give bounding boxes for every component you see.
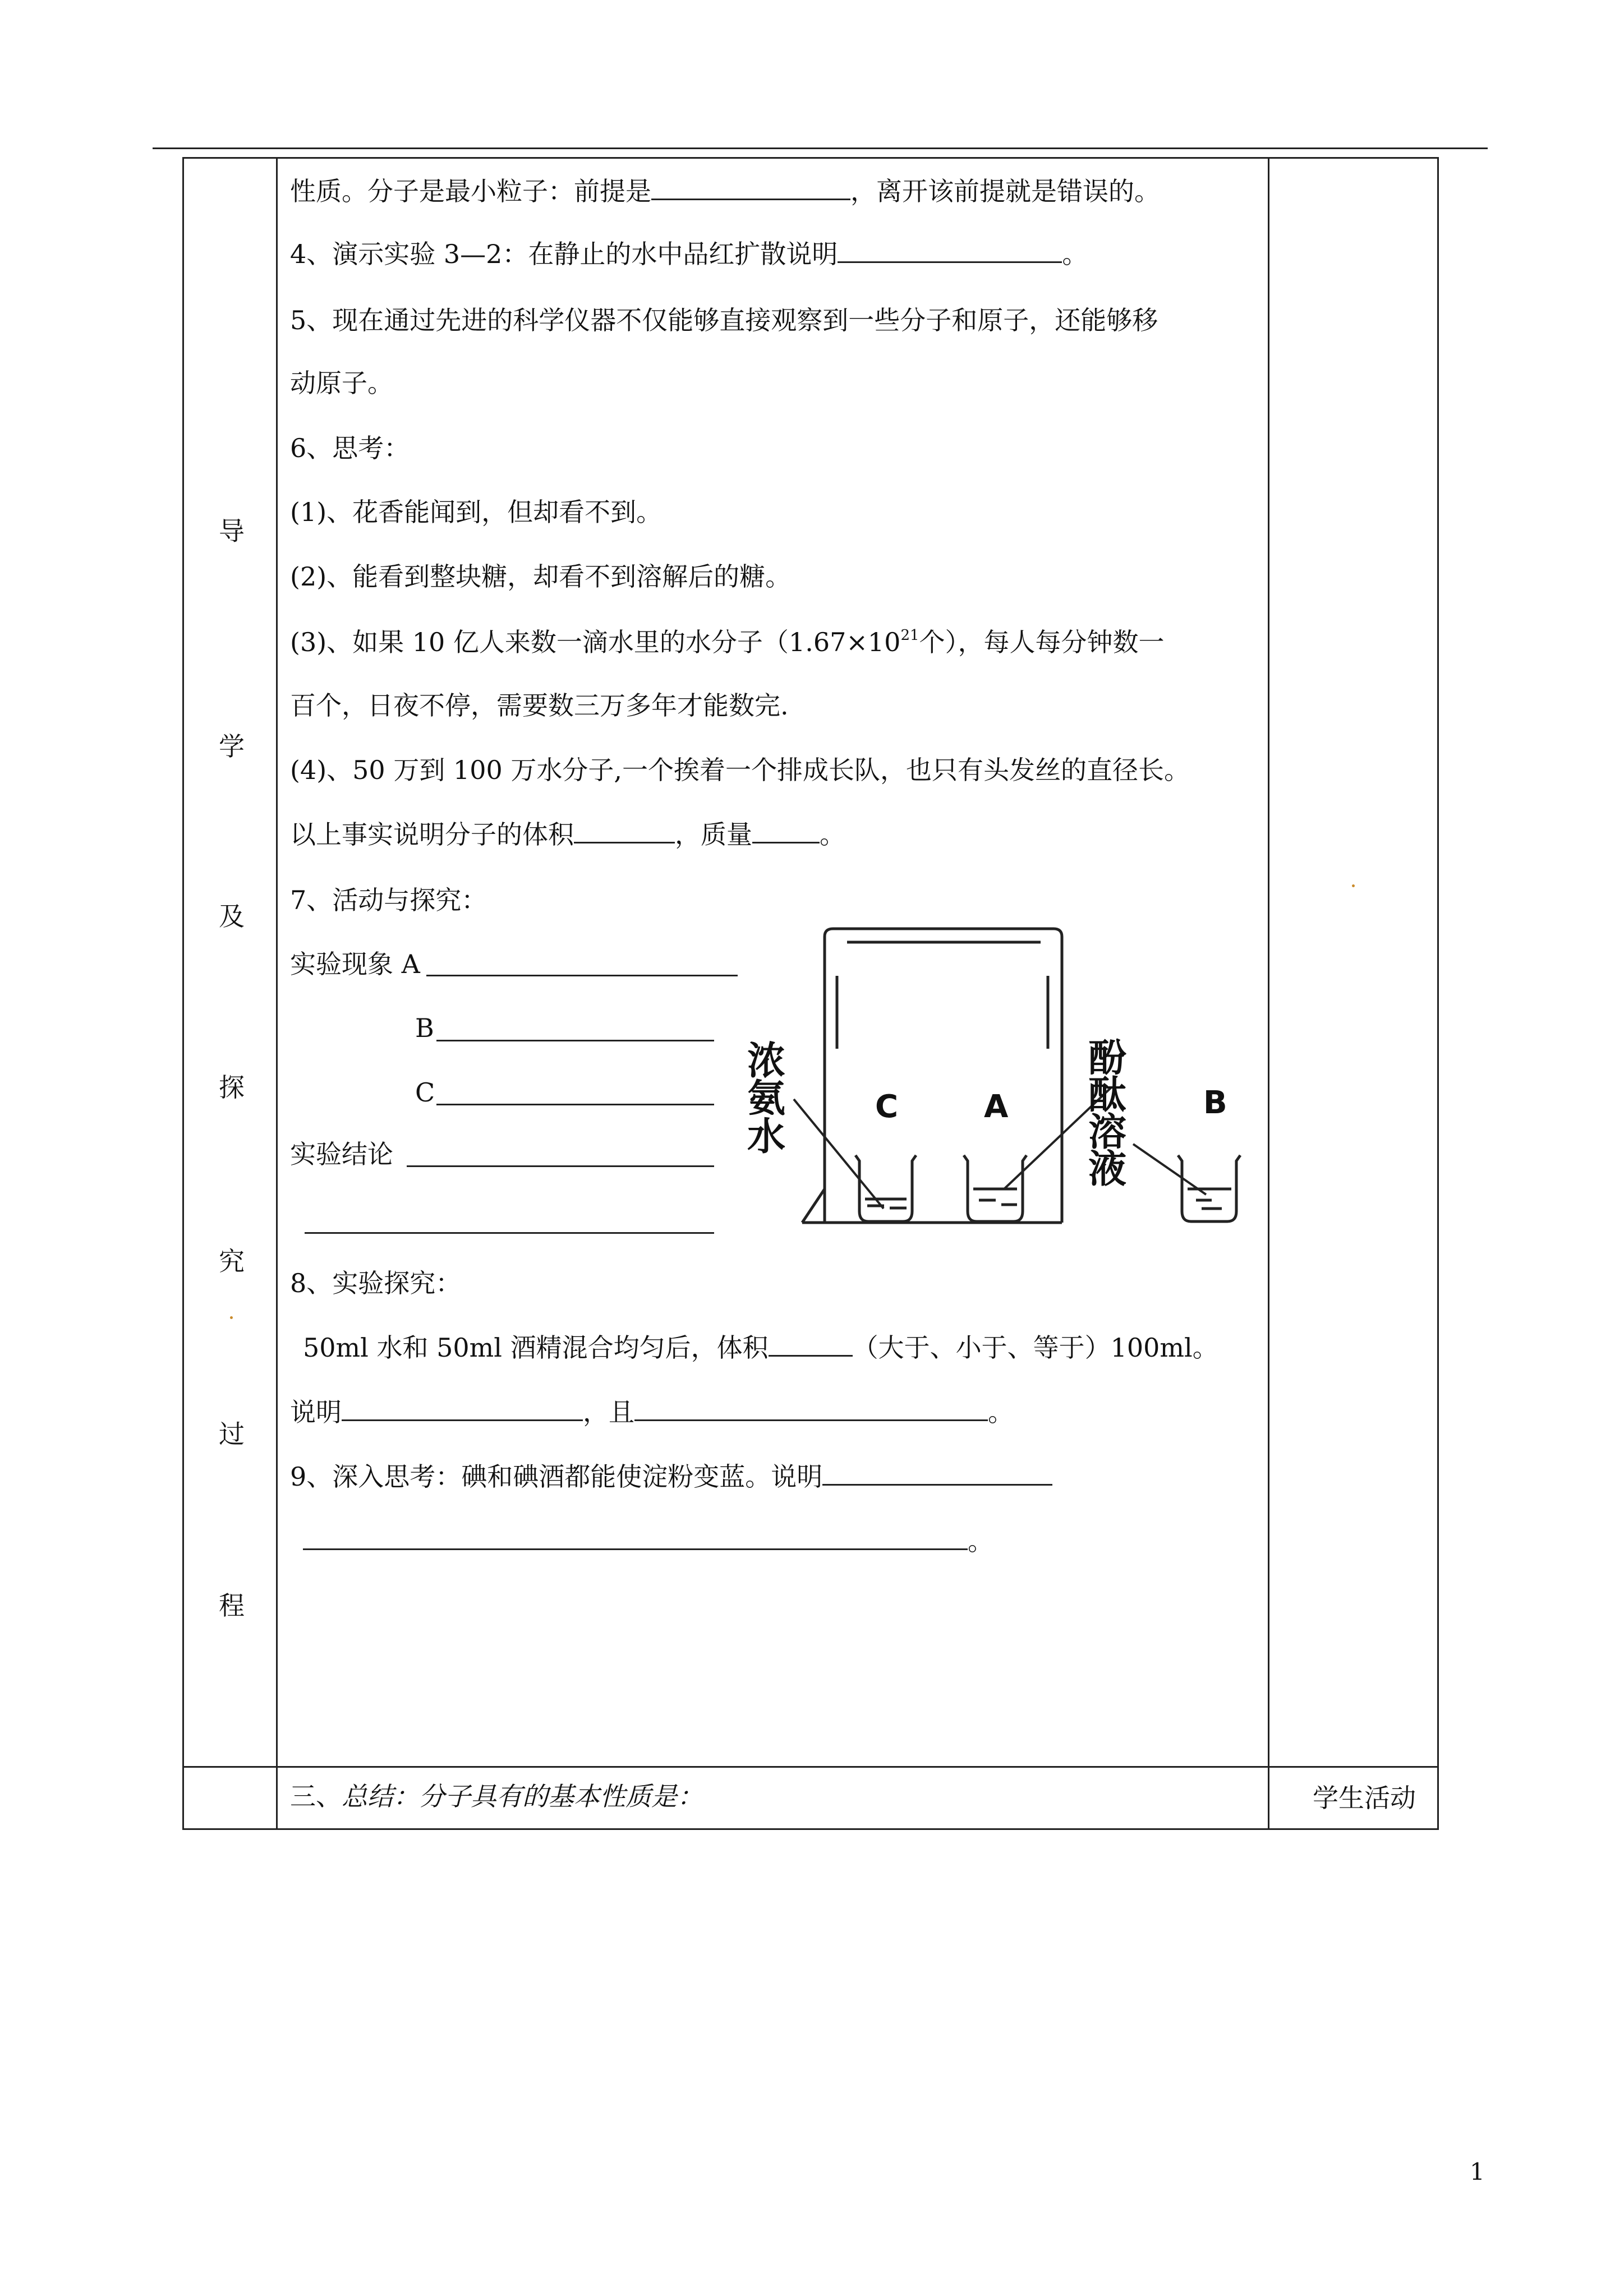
line-5: 6、思考： [290,433,410,463]
left-char-7: 程 [219,1590,245,1621]
line-12: 7、活动与探究： [290,885,487,915]
line-15: C [415,1077,435,1108]
label-phenol-1: 酚 [1088,1036,1127,1081]
line-14: B [415,1013,434,1043]
label-phenol-2: 酞 [1088,1073,1127,1118]
line-1: 性质。分子是最小粒子：前提是 ，离开该前提就是错误的。 [290,176,1160,206]
left-char-1: 导 [219,516,245,546]
page-number: 1 [1470,2158,1485,2186]
left-char-2: 学 [219,731,245,762]
line-6: (1)、花香能闻到，但却看不到。 [290,497,663,527]
jar-base-slope [802,1189,825,1223]
label-b: B [1203,1085,1227,1121]
left-char-4: 探 [219,1072,245,1103]
line-11: 以上事实说明分子的体积 ，质量 。 [290,819,845,850]
label-ammonia-1: 浓 [747,1039,786,1084]
blank-b [436,1040,714,1041]
line-8: (3)、如果 10 亿人来数一滴水里的水分子（$1.67\times 10^{21}$个），每人每分钟数一 [290,627,1165,657]
label-a: A [984,1089,1009,1125]
stray-mark-right [1352,884,1355,887]
label-ammonia-2: 氨 [747,1077,786,1121]
label-ammonia-3: 水 [747,1115,786,1159]
line-17: 8、实验探究： [290,1268,462,1298]
col-divider-1 [276,159,278,1828]
leader-phenol-b [1133,1144,1206,1195]
line-3: 5、现在通过先进的科学仪器不仅能够直接观察到一些分子和原子，还能够移 [290,305,1158,335]
top-rule [153,147,1488,149]
blank-conclusion-2 [305,1232,714,1234]
line-19: 说明 ，且 。 [290,1397,1014,1427]
label-phenol-4: 液 [1088,1147,1127,1192]
left-char-6: 过 [219,1419,245,1449]
footer-row-divider [184,1766,1437,1768]
line-4: 动原子。 [290,368,393,398]
left-char-5: 究 [219,1246,245,1276]
line-13: 实验现象 A [290,949,420,979]
right-footer-label: 学生活动 [1313,1783,1416,1813]
beaker-c [855,1155,916,1221]
col-divider-2 [1268,159,1269,1828]
stray-mark [230,1316,233,1319]
line-20: 9、深入思考：碘和碘酒都能使淀粉变蓝。说明 [290,1464,1052,1490]
label-c: C [875,1089,899,1125]
line-7: (2)、能看到整块糖，却看不到溶解后的糖。 [290,561,792,592]
blank-a [426,975,738,976]
line-21: 。 [303,1528,993,1554]
label-phenol-3: 溶 [1088,1110,1127,1155]
left-char-3: 及 [219,901,245,932]
leader-ammonia [794,1099,884,1209]
line-18: 50ml 水和 50ml 酒精混合均匀后，体积 （大于、小于、等于）100ml。 [303,1333,1218,1363]
line-9: 百个，日夜不停，需要数三万多年才能数完. [290,690,789,721]
blank-conclusion-1 [407,1165,714,1167]
line-10: (4)、50 万到 100 万水分子,一个挨着一个排成长队，也只有头发丝的直径长。 [290,755,1190,785]
line-2: 4、演示实验 3—2：在静止的水中品红扩散说明 。 [290,239,1088,269]
experiment-diagram [740,920,1268,1234]
line-16: 实验结论 [290,1139,393,1169]
blank-c [436,1104,714,1105]
summary-line: 三、总结：分子具有的基本性质是： [290,1781,703,1811]
